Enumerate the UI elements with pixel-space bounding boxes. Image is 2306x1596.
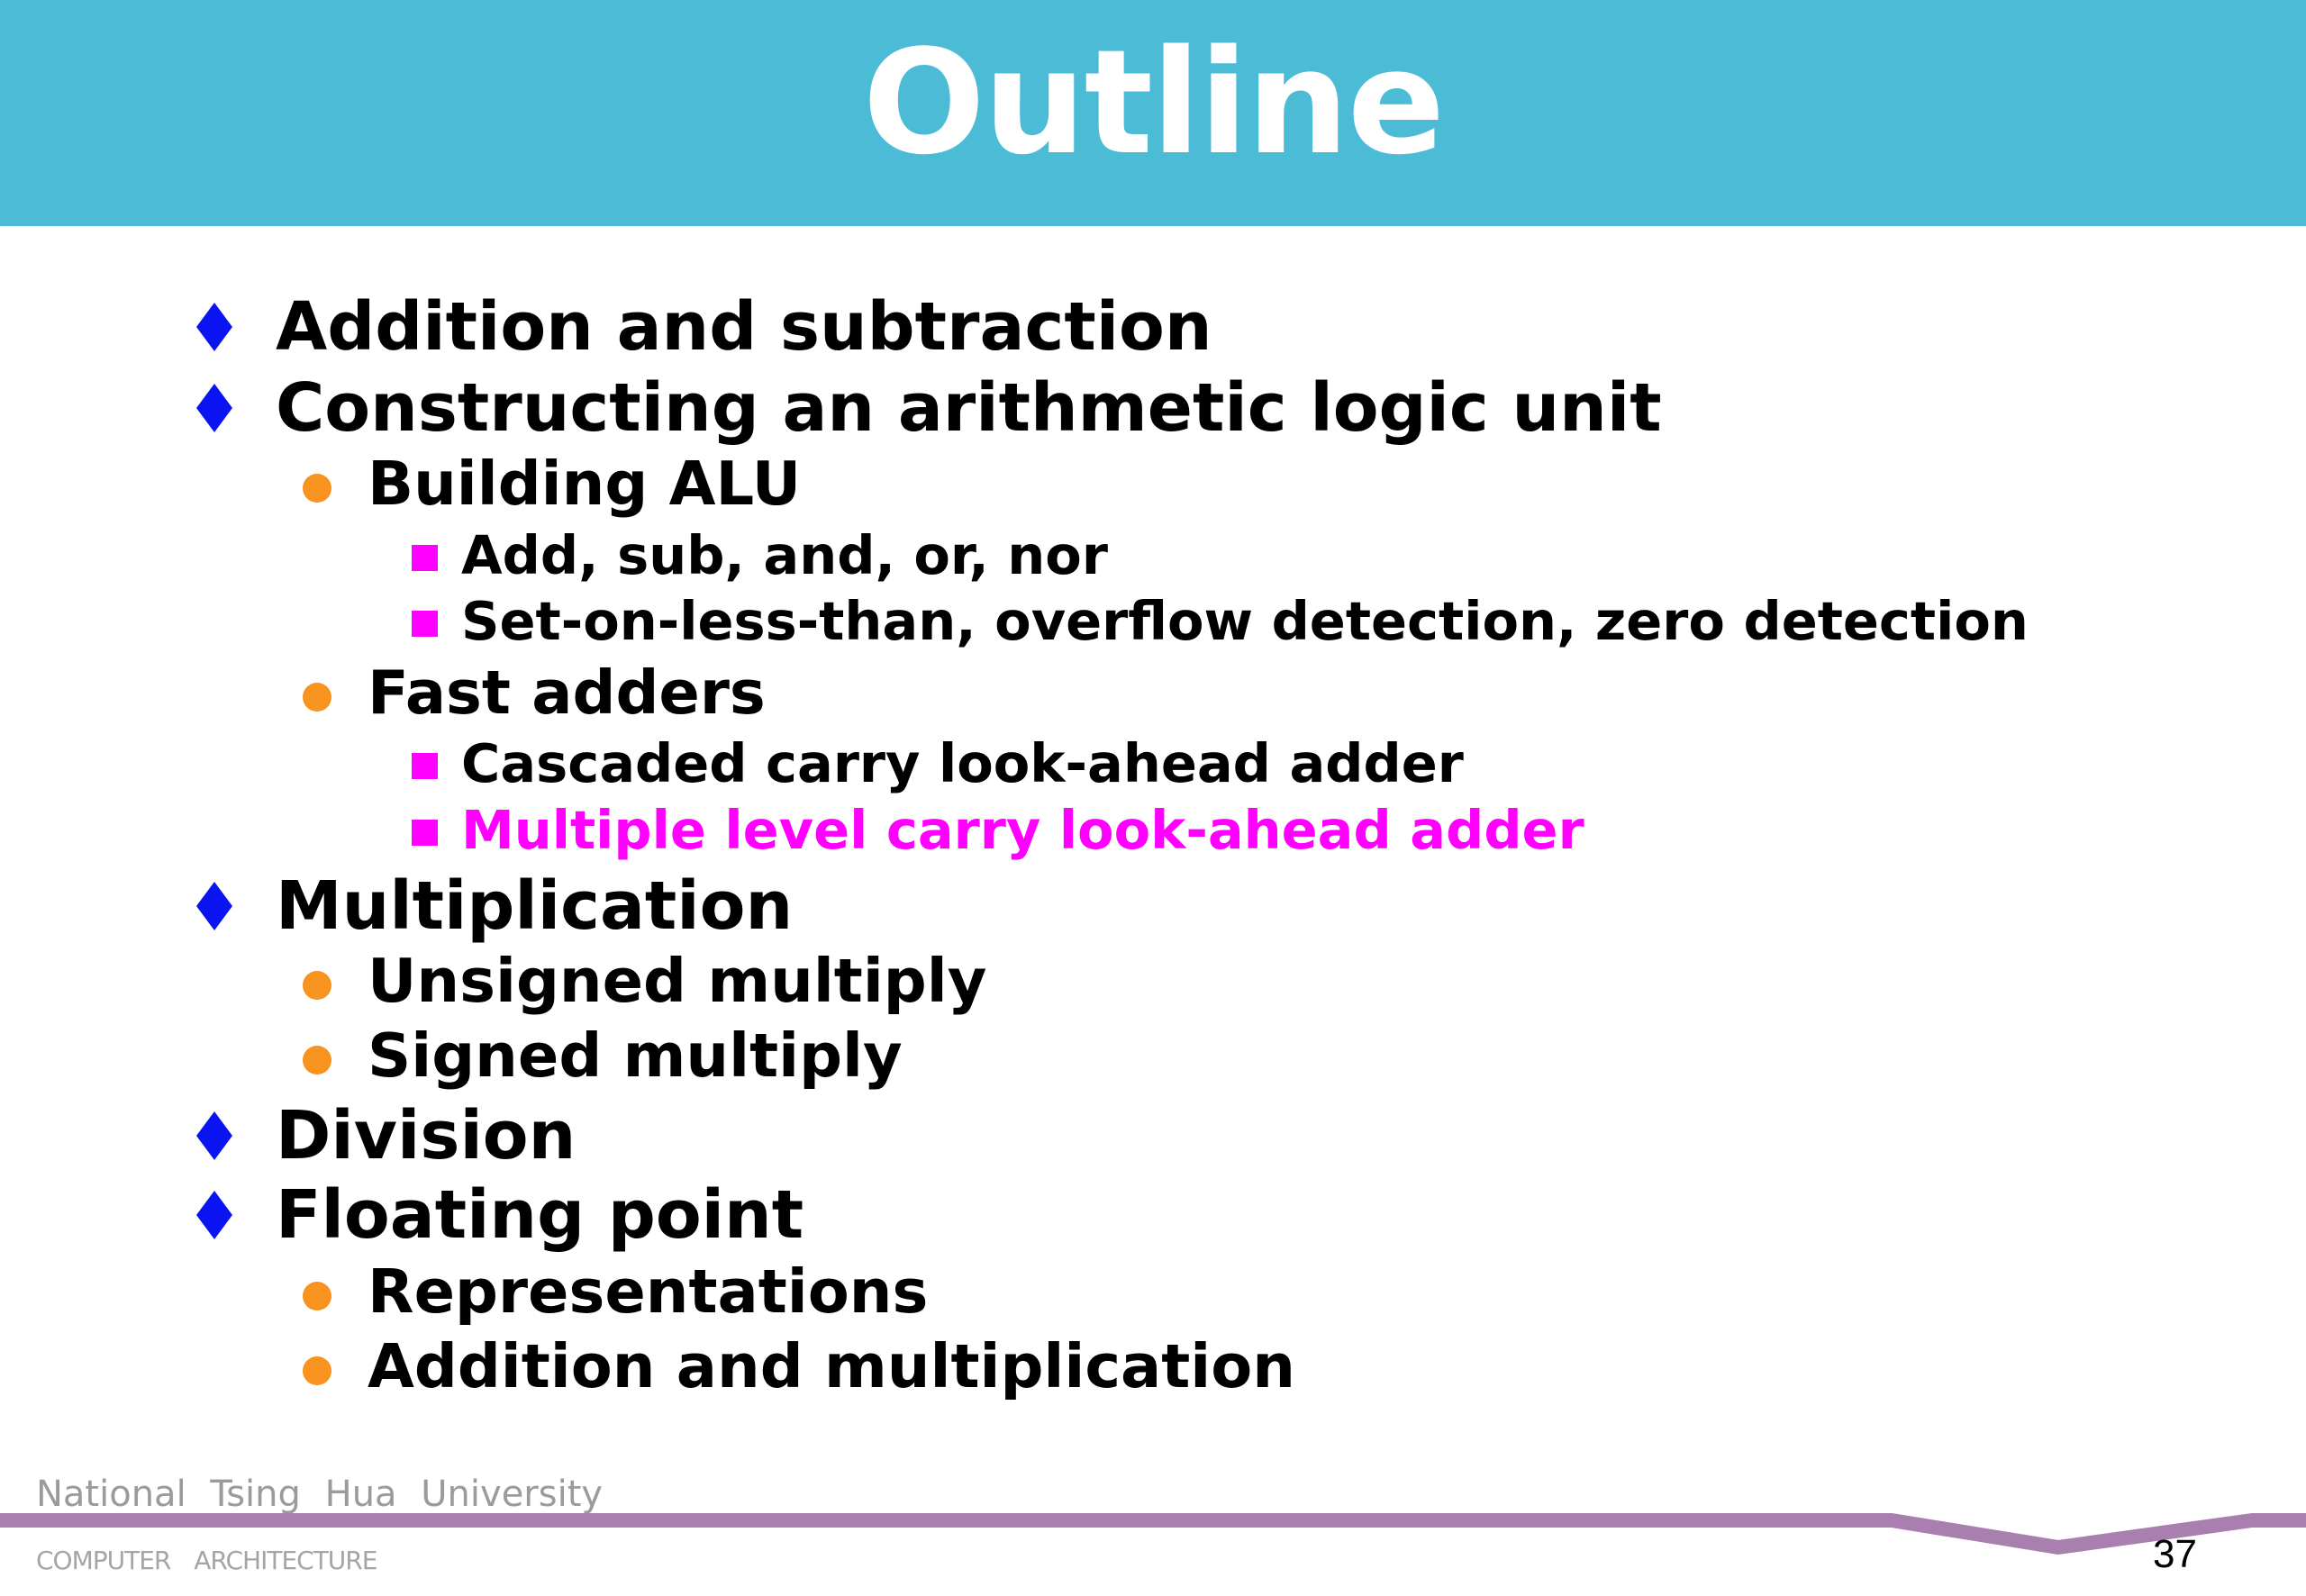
diamond-bullet-icon [196, 1191, 232, 1239]
diamond-bullet-icon [196, 303, 232, 351]
outline-item-level3 [410, 799, 1584, 861]
slide-title: Outline [862, 17, 1444, 186]
square-bullet-icon [412, 545, 438, 571]
outline-item-label: Unsigned multiply [368, 946, 987, 1016]
footer-divider-line [0, 1520, 2306, 1547]
diamond-bullet-icon [196, 882, 232, 930]
outline-item-level2 [301, 449, 801, 519]
page-number: 37 [2153, 1532, 2197, 1576]
footer-university: National Tsing Hua University [36, 1474, 604, 1515]
outline-item-label: Add, sub, and, or, nor [461, 524, 1108, 586]
outline-item-level1 [196, 1176, 803, 1254]
circle-bullet-icon [303, 1046, 331, 1075]
footer-department: COMPUTER ARCHITECTURE [36, 1546, 377, 1575]
circle-bullet-icon [303, 474, 331, 503]
outline-item-label: Addition and multiplication [368, 1331, 1295, 1401]
outline-item-level2 [301, 1331, 1295, 1401]
outline-item-label: Addition and subtraction [276, 288, 1212, 366]
circle-bullet-icon [303, 1356, 331, 1385]
outline-item-label: Division [276, 1097, 576, 1174]
outline-item-label: Representations [368, 1256, 929, 1327]
outline-item-label: Fast adders [368, 657, 766, 728]
outline-item-level3 [410, 590, 2029, 652]
circle-bullet-icon [303, 1282, 331, 1310]
outline-item-label: Signed multiply [368, 1020, 903, 1091]
outline-item-label: Multiple level carry look-ahead adder [461, 799, 1584, 861]
outline-item-level1 [196, 1097, 576, 1174]
outline-item-level3 [410, 524, 1108, 586]
circle-bullet-icon [303, 971, 331, 1000]
outline-item-level3 [410, 732, 1464, 794]
square-bullet-icon [412, 820, 438, 846]
outline-item-level2 [301, 1020, 903, 1091]
diamond-bullet-icon [196, 1111, 232, 1160]
diamond-bullet-icon [196, 384, 232, 432]
outline-item-level2 [301, 946, 986, 1016]
outline-item-label: Building ALU [368, 449, 802, 519]
outline-item-label: Cascaded carry look-ahead adder [461, 732, 1464, 794]
outline-item-label: Multiplication [276, 867, 794, 945]
outline-item-label: Constructing an arithmetic logic unit [276, 369, 1662, 447]
outline-item-level1 [196, 867, 793, 945]
square-bullet-icon [412, 753, 438, 779]
outline-item-level2 [301, 1256, 928, 1327]
square-bullet-icon [412, 611, 438, 637]
outline-item-label: Set-on-less-than, overflow detection, zero detection [461, 590, 2029, 652]
outline-item-level1 [196, 369, 1662, 447]
circle-bullet-icon [303, 683, 331, 712]
outline-item-level2 [301, 657, 766, 728]
outline-item-level1 [196, 288, 1212, 366]
outline-item-label: Floating point [276, 1176, 804, 1254]
